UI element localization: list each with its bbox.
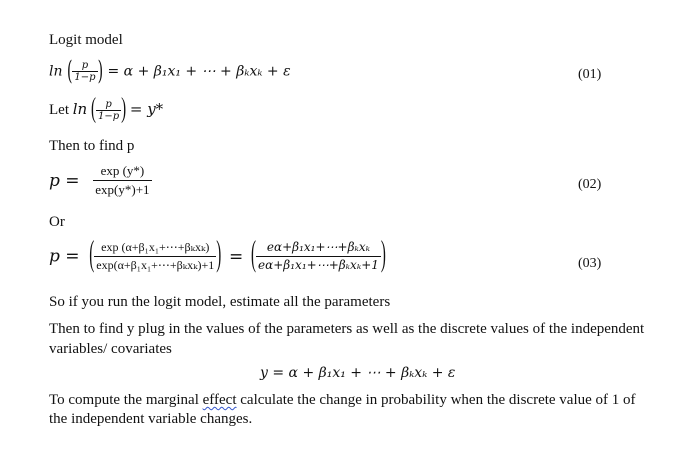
paragraph-3-line-2: the independent variable changes.	[49, 411, 253, 427]
equation-01: ln ( $\frac{p}{1-p}$ ) = α + β₁x₁ + ⋯ + βₖxₖ + ε	[49, 56, 291, 87]
eq1-rhs: = α + β₁x₁ + ⋯ + βₖxₖ + ε	[107, 63, 291, 80]
let-prefix: Let	[49, 101, 73, 118]
para3-part-a: To compute the marginal	[49, 392, 203, 408]
eq2-den: exp(y*)+1	[95, 182, 150, 198]
eq3-number: (03)	[578, 256, 602, 271]
eq3-lhs: p =	[49, 246, 80, 267]
paragraph-2-line-2: variables/ covariates	[49, 341, 172, 357]
heading: Logit model	[49, 32, 123, 48]
paragraph-2-line-1: Then to find y plug in the values of the parameters as well as the discrete values of the independent	[49, 321, 645, 337]
eq1-frac-den: 1−p	[74, 72, 96, 83]
let-ln: ln	[72, 99, 88, 118]
let-rhs: = y*	[129, 99, 164, 118]
eq3-den2: eα+β₁x₁+⋯+βₖxₖ+1	[258, 258, 379, 273]
eq1-frac-num: p	[81, 60, 89, 71]
eq1-ln: ln	[49, 63, 63, 80]
equation-y: y = α + β₁x₁ + ⋯ + βₖxₖ + ε	[260, 365, 456, 381]
let-frac-den: 1−p	[97, 111, 120, 122]
eq2-lhs: p =	[49, 170, 80, 191]
equation-02	[49, 164, 152, 198]
or-text: Or	[49, 214, 65, 230]
paragraph-1: So if you run the logit model, estimate all the parameters	[49, 294, 391, 310]
eq3-den1: exp(α+β₁x₁+⋯+βₖxₖ)+1	[96, 258, 215, 273]
let-line: Let ln ( $\frac{p}{1-p}$ ) = y*	[49, 94, 164, 125]
paragraph-3-line-1	[49, 392, 636, 409]
eq3-num1: exp (α+β₁x₁+⋯+βₖxₖ)	[101, 240, 210, 254]
eq2-number: (02)	[578, 177, 602, 192]
eq3-num2: eα+β₁x₁+⋯+βₖxₖ	[266, 240, 371, 254]
eq2-num: exp (y*)	[100, 163, 145, 178]
find-p-text: Then to find p	[49, 138, 135, 154]
eq1-number: (01)	[578, 67, 602, 82]
para3-part-c: calculate the change in probability when the discrete value of 1 of	[236, 392, 636, 408]
equation-03: p = ( $\frac{\text{exp (α+β₁x₁+⋯+βₖxₖ)}}{\text{exp(α+β₁x₁+⋯+βₖxₖ)+1}}$ ) = ( $\frac{\text{eα+β₁x₁+⋯+βₖxₖ}}{\text{eα+β₁x₁+⋯+βₖxₖ+1}}$ )	[49, 236, 386, 275]
let-frac-num: p	[105, 99, 112, 110]
eq3-equals: =	[229, 246, 244, 267]
para3-effect-word: effect	[202, 392, 237, 408]
